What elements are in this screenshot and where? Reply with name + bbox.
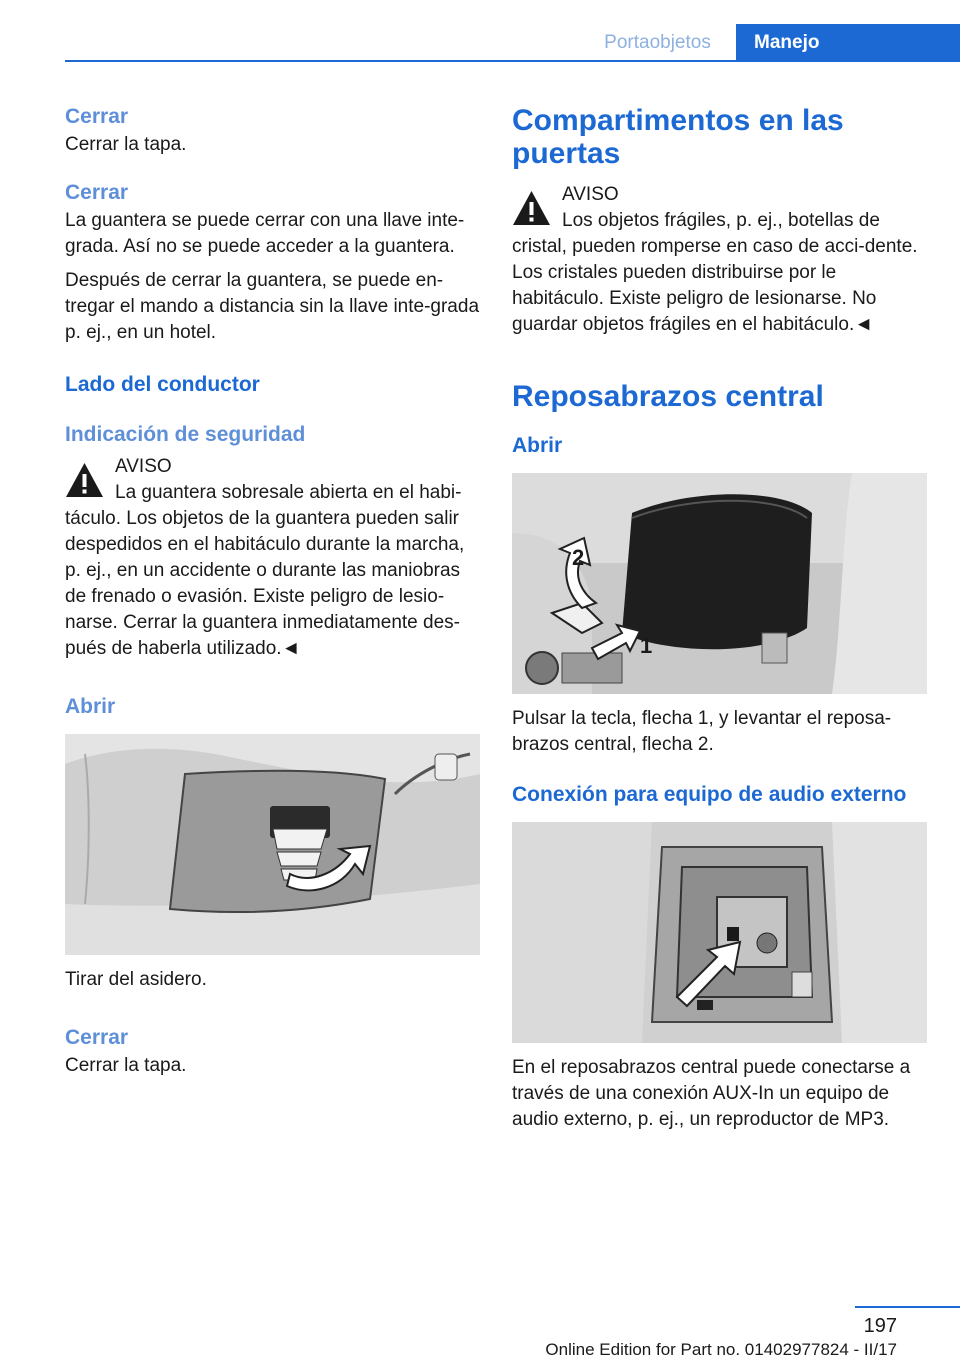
cerrar-paragraph-1: La guantera se puede cerrar con una llave inte‐grada. Así no se puede acceder a la guantera. xyxy=(65,210,465,257)
header-section-tab[interactable]: Portaobjetos xyxy=(604,31,711,53)
aux-illustration xyxy=(512,822,927,1043)
armrest-illustration xyxy=(512,473,927,694)
abrir-heading-right: Abrir xyxy=(512,434,563,457)
compartimentos-heading: Compartimentos en las puertas xyxy=(512,104,844,170)
cerrar-heading-3: Cerrar xyxy=(65,1026,129,1049)
glovebox-image xyxy=(65,734,480,955)
abrir-caption-left: Tirar del asidero. xyxy=(65,969,207,990)
warning-triangle-icon xyxy=(65,462,104,498)
warning-triangle-icon xyxy=(512,190,551,226)
cerrar-heading-2: Cerrar xyxy=(65,181,129,204)
warning-text: Los objetos frágiles, p. ej., botellas de cristal, pueden romperse en caso de acci‐dente. Los cristales pueden distribuirse por le habitáculo. Existe peligro de lesionarse. No guardar objetos frágiles en el habitáculo.◄ xyxy=(512,210,918,335)
right-column xyxy=(512,100,927,1133)
warning-title: AVISO xyxy=(562,184,619,205)
header-chapter-tab[interactable]: Manejo xyxy=(736,24,960,61)
cerrar-text-3: Cerrar la tapa. xyxy=(65,1055,187,1076)
abrir-heading-left: Abrir xyxy=(65,695,116,718)
cerrar-paragraph-2: Después de cerrar la guantera, se puede en‐tregar el mando a distancia sin la llave inte‐grada p. ej., en un hotel. xyxy=(65,270,480,343)
warning-block-right xyxy=(512,182,927,338)
audio-heading: Conexión para equipo de audio externo xyxy=(512,783,907,806)
header-rule xyxy=(65,60,960,62)
reposabrazos-heading: Reposabrazos central xyxy=(512,380,824,413)
glovebox-illustration xyxy=(65,734,480,955)
armrest-image xyxy=(512,473,927,694)
lado-conductor-heading: Lado del conductor xyxy=(65,373,260,396)
armrest-label-2: 2 xyxy=(572,545,585,570)
edition-text: Online Edition for Part no. 01402977824 - II/17 xyxy=(545,1340,897,1359)
warning-block-left xyxy=(65,454,480,662)
audio-caption: En el reposabrazos central puede conectarse a través de una conexión AUX-In un equipo de audio externo, p. ej., un reproductor de MP3. xyxy=(512,1057,911,1130)
footer-rule xyxy=(855,1306,960,1308)
abrir-caption-right: Pulsar la tecla, flecha 1, y levantar el reposa‐brazos central, flecha 2. xyxy=(512,708,892,755)
seguridad-heading: Indicación de seguridad xyxy=(65,423,306,446)
cerrar-heading-1: Cerrar xyxy=(65,105,129,128)
left-column xyxy=(65,100,480,1079)
warning-title: AVISO xyxy=(115,456,172,477)
armrest-label-1: 1 xyxy=(640,633,653,658)
cerrar-text-1: Cerrar la tapa. xyxy=(65,134,187,155)
warning-text: La guantera sobresale abierta en el habi‐táculo. Los objetos de la guantera pueden salir despedidos en el habitáculo durante la marcha, p. ej., en un accidente o durante las maniobras de frenado o evasión. Existe peligro de lesio‐narse. Cerrar la guantera inmediatamente des‐pués de haberla utilizado.◄ xyxy=(65,482,465,659)
page-number: 197 xyxy=(863,1315,897,1337)
aux-image xyxy=(512,822,927,1043)
